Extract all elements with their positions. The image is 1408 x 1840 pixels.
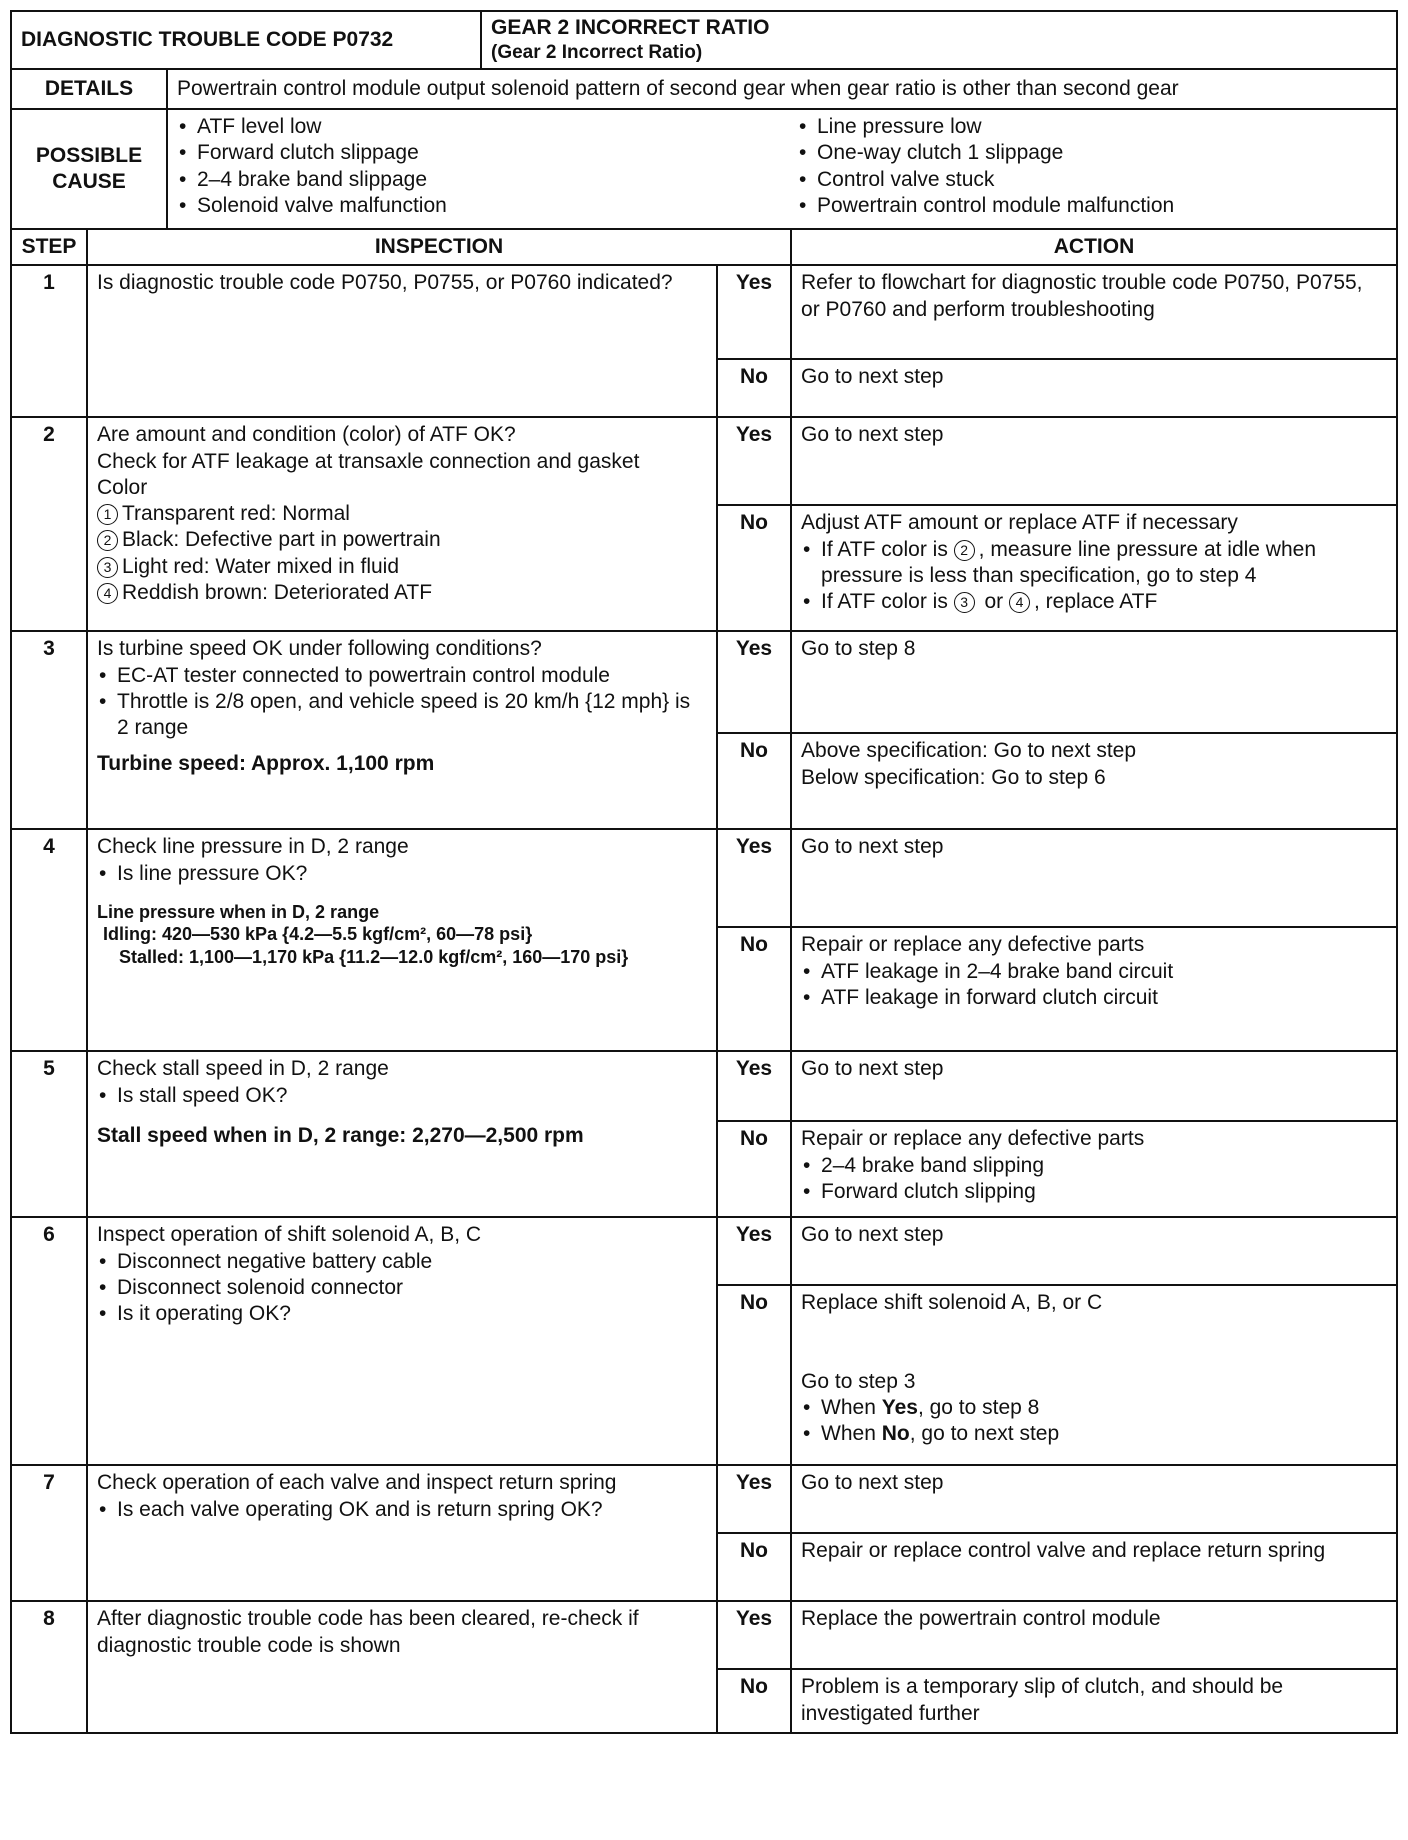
step-4-inspection (87, 829, 717, 1051)
step-5-spec: Stall speed when in D, 2 range: 2,270—2,500 rpm (97, 1123, 584, 1147)
list-item: • Line pressure low (797, 114, 1174, 140)
step-2-color-label: Color (97, 475, 148, 499)
step-3-yes-action: Go to step 8 (791, 631, 1397, 733)
yes-label: Yes (717, 1051, 791, 1121)
list-item: • Powertrain control module malfunction (797, 193, 1174, 219)
header-table (10, 10, 1398, 70)
possible-cause-list (167, 109, 1397, 229)
dtc-subtitle: (Gear 2 Incorrect Ratio) (491, 42, 703, 64)
possible-cause-label-1: POSSIBLE (35, 143, 143, 167)
circled-number: 3 (97, 557, 118, 578)
yes-label: Yes (717, 1217, 791, 1285)
step-5-list (97, 1083, 707, 1109)
step-number: 4 (11, 829, 87, 1051)
yes-label: Yes (717, 265, 791, 359)
list-item: • 2–4 brake band slipping (801, 1153, 1387, 1179)
color-row (97, 527, 707, 553)
list-item: • Is it operating OK? (97, 1301, 707, 1327)
list-item: • One-way clutch 1 slippage (797, 140, 1174, 166)
step-1-inspection: Is diagnostic trouble code P0750, P0755, or P0760 indicated? (87, 265, 717, 417)
step-3-inspection (87, 631, 717, 829)
list-item: • Disconnect negative battery cable (97, 1249, 707, 1275)
list-item: • Is line pressure OK? (97, 861, 707, 887)
column-header-action: ACTION (791, 229, 1397, 265)
list-item: • Disconnect solenoid connector (97, 1275, 707, 1301)
step-5-inspection (87, 1051, 717, 1217)
step-8-yes-action: Replace the powertrain control module (791, 1601, 1397, 1669)
text-fragment: No (881, 1422, 910, 1445)
text-fragment: or (978, 590, 1010, 613)
list-item: • Is stall speed OK? (97, 1083, 707, 1109)
list-item: • 2–4 brake band slippage (177, 167, 797, 193)
color-desc: Light red: Water mixed in fluid (122, 554, 400, 578)
dtc-title: GEAR 2 INCORRECT RATIO (491, 16, 770, 39)
dtc-code-label: DIAGNOSTIC TROUBLE CODE P0732 (11, 11, 481, 69)
yes-label: Yes (717, 631, 791, 733)
yes-label: Yes (717, 1465, 791, 1533)
circled-number: 2 (954, 540, 975, 561)
color-row (97, 554, 707, 580)
text-fragment: , measure line pressure at idle when pressure is less than specification, go to step 4 (821, 537, 1317, 587)
step-6-no-list (801, 1395, 1387, 1448)
step-2-no-list (801, 537, 1387, 616)
step-3-question: Is turbine speed OK under following conditions? (97, 637, 542, 661)
step-7-yes-action: Go to next step (791, 1465, 1397, 1533)
list-item: • Control valve stuck (797, 167, 1174, 193)
text-fragment: , replace ATF (1034, 590, 1158, 613)
text-fragment: Yes (881, 1395, 918, 1419)
step-3-no-action (791, 733, 1397, 829)
step-4-list (97, 861, 707, 887)
step-7-question: Check operation of each valve and inspect return spring (97, 1471, 617, 1495)
step-6-inspection (87, 1217, 717, 1465)
cause-list-left (177, 114, 797, 219)
column-header-step: STEP (11, 229, 87, 265)
text-fragment: If ATF color is (821, 590, 948, 613)
step-2-yes-action: Go to next step (791, 417, 1397, 505)
list-item: • EC-AT tester connected to powertrain control module (97, 663, 707, 689)
step-4-no-text: Repair or replace any defective parts (801, 933, 1145, 957)
text-fragment: , go to step 8 (917, 1395, 1040, 1419)
no-label: No (717, 1669, 791, 1733)
no-label: No (717, 733, 791, 829)
step-6-list (97, 1249, 707, 1328)
step-7-list (97, 1497, 707, 1523)
column-header-inspection: INSPECTION (87, 229, 791, 265)
color-row (97, 580, 707, 606)
list-item (801, 537, 1387, 590)
circled-number: 4 (97, 583, 118, 604)
step-4-spec-stalled: Stalled: 1,100—1,170 kPa {11.2—12.0 kgf/cm², 160—170 psi} (119, 946, 629, 967)
text-fragment: When (821, 1422, 876, 1445)
step-7-inspection (87, 1465, 717, 1601)
color-desc: Transparent red: Normal (122, 502, 350, 525)
list-item: • ATF leakage in forward clutch circuit (801, 985, 1387, 1011)
step-5-no-list (801, 1153, 1387, 1206)
step-6-go-step-3: Go to step 3 (801, 1369, 916, 1393)
step-2-leak-check: Check for ATF leakage at transaxle connection and gasket (97, 449, 640, 473)
step-4-question: Check line pressure in D, 2 range (97, 835, 409, 859)
text-fragment: When (821, 1395, 876, 1419)
step-4-no-action (791, 927, 1397, 1051)
step-2-inspection (87, 417, 717, 631)
step-2-no-text: Adjust ATF amount or replace ATF if necessary (801, 511, 1238, 535)
details-table (10, 68, 1398, 230)
step-number: 8 (11, 1601, 87, 1733)
color-desc: Reddish brown: Deteriorated ATF (122, 580, 433, 604)
step-4-spec-idling: Idling: 420—530 kPa {4.2—5.5 kgf/cm², 60—78 psi} (103, 924, 533, 945)
details-label: DETAILS (11, 69, 167, 109)
diagnostic-page (10, 10, 1398, 1734)
list-item: • ATF level low (177, 114, 797, 140)
step-6-no-action (791, 1285, 1397, 1465)
no-label: No (717, 359, 791, 417)
no-label: No (717, 927, 791, 1051)
step-4-yes-action: Go to next step (791, 829, 1397, 927)
step-number: 6 (11, 1217, 87, 1465)
step-8-inspection: After diagnostic trouble code has been cleared, re-check if diagnostic trouble code is shown (87, 1601, 717, 1733)
step-number: 7 (11, 1465, 87, 1601)
step-number: 2 (11, 417, 87, 631)
no-label: No (717, 1285, 791, 1465)
step-4-spec-title: Line pressure when in D, 2 range (97, 901, 380, 922)
step-2-question: Are amount and condition (color) of ATF OK? (97, 423, 516, 447)
step-3-no-below: Below specification: Go to step 6 (801, 765, 1106, 789)
step-5-no-text: Repair or replace any defective parts (801, 1127, 1145, 1151)
no-label: No (717, 1121, 791, 1217)
step-5-yes-action: Go to next step (791, 1051, 1397, 1121)
text-fragment: If ATF color is (821, 537, 948, 561)
color-row (97, 501, 707, 527)
dtc-title-cell (481, 11, 1397, 69)
list-item: • Throttle is 2/8 open, and vehicle speed is 20 km/h {12 mph} is 2 range (97, 689, 707, 742)
list-item: • Solenoid valve malfunction (177, 193, 797, 219)
list-item: • Forward clutch slipping (801, 1179, 1387, 1205)
step-number: 5 (11, 1051, 87, 1217)
step-3-spec: Turbine speed: Approx. 1,100 rpm (97, 752, 435, 776)
circled-number: 2 (97, 530, 118, 551)
yes-label: Yes (717, 1601, 791, 1669)
step-4-no-list (801, 959, 1387, 1012)
list-item (801, 1395, 1387, 1421)
step-5-question: Check stall speed in D, 2 range (97, 1057, 389, 1081)
circled-number: 4 (1009, 592, 1030, 613)
yes-label: Yes (717, 417, 791, 505)
spacer (801, 1317, 1387, 1369)
list-item: • ATF leakage in 2–4 brake band circuit (801, 959, 1387, 985)
steps-table (10, 228, 1398, 1734)
step-2-no-action (791, 505, 1397, 631)
circled-number: 1 (97, 504, 118, 525)
list-item: • Is each valve operating OK and is return spring OK? (97, 1497, 707, 1523)
possible-cause-label (11, 109, 167, 229)
possible-cause-label-2: CAUSE (52, 170, 126, 193)
step-7-no-action: Repair or replace control valve and replace return spring (791, 1533, 1397, 1601)
yes-label: Yes (717, 829, 791, 927)
text-fragment: , go to next step (909, 1422, 1060, 1445)
color-desc: Black: Defective part in powertrain (122, 528, 441, 552)
list-item (801, 1421, 1387, 1447)
step-3-no-above: Above specification: Go to next step (801, 739, 1137, 763)
step-5-no-action (791, 1121, 1397, 1217)
step-6-yes-action: Go to next step (791, 1217, 1397, 1285)
circled-number: 3 (954, 592, 975, 613)
step-1-yes-action: Refer to flowchart for diagnostic trouble code P0750, P0755, or P0760 and perform troubleshooting (791, 265, 1397, 359)
list-item (801, 589, 1387, 615)
cause-list-right (797, 114, 1174, 219)
no-label: No (717, 505, 791, 631)
step-6-question: Inspect operation of shift solenoid A, B, C (97, 1223, 482, 1247)
step-3-conditions (97, 663, 707, 742)
details-text: Powertrain control module output solenoid pattern of second gear when gear ratio is other than second gear (167, 69, 1397, 109)
step-1-no-action: Go to next step (791, 359, 1397, 417)
no-label: No (717, 1533, 791, 1601)
step-number: 3 (11, 631, 87, 829)
step-8-no-action: Problem is a temporary slip of clutch, and should be investigated further (791, 1669, 1397, 1733)
step-number: 1 (11, 265, 87, 417)
step-6-no-text: Replace shift solenoid A, B, or C (801, 1291, 1103, 1315)
list-item: • Forward clutch slippage (177, 140, 797, 166)
